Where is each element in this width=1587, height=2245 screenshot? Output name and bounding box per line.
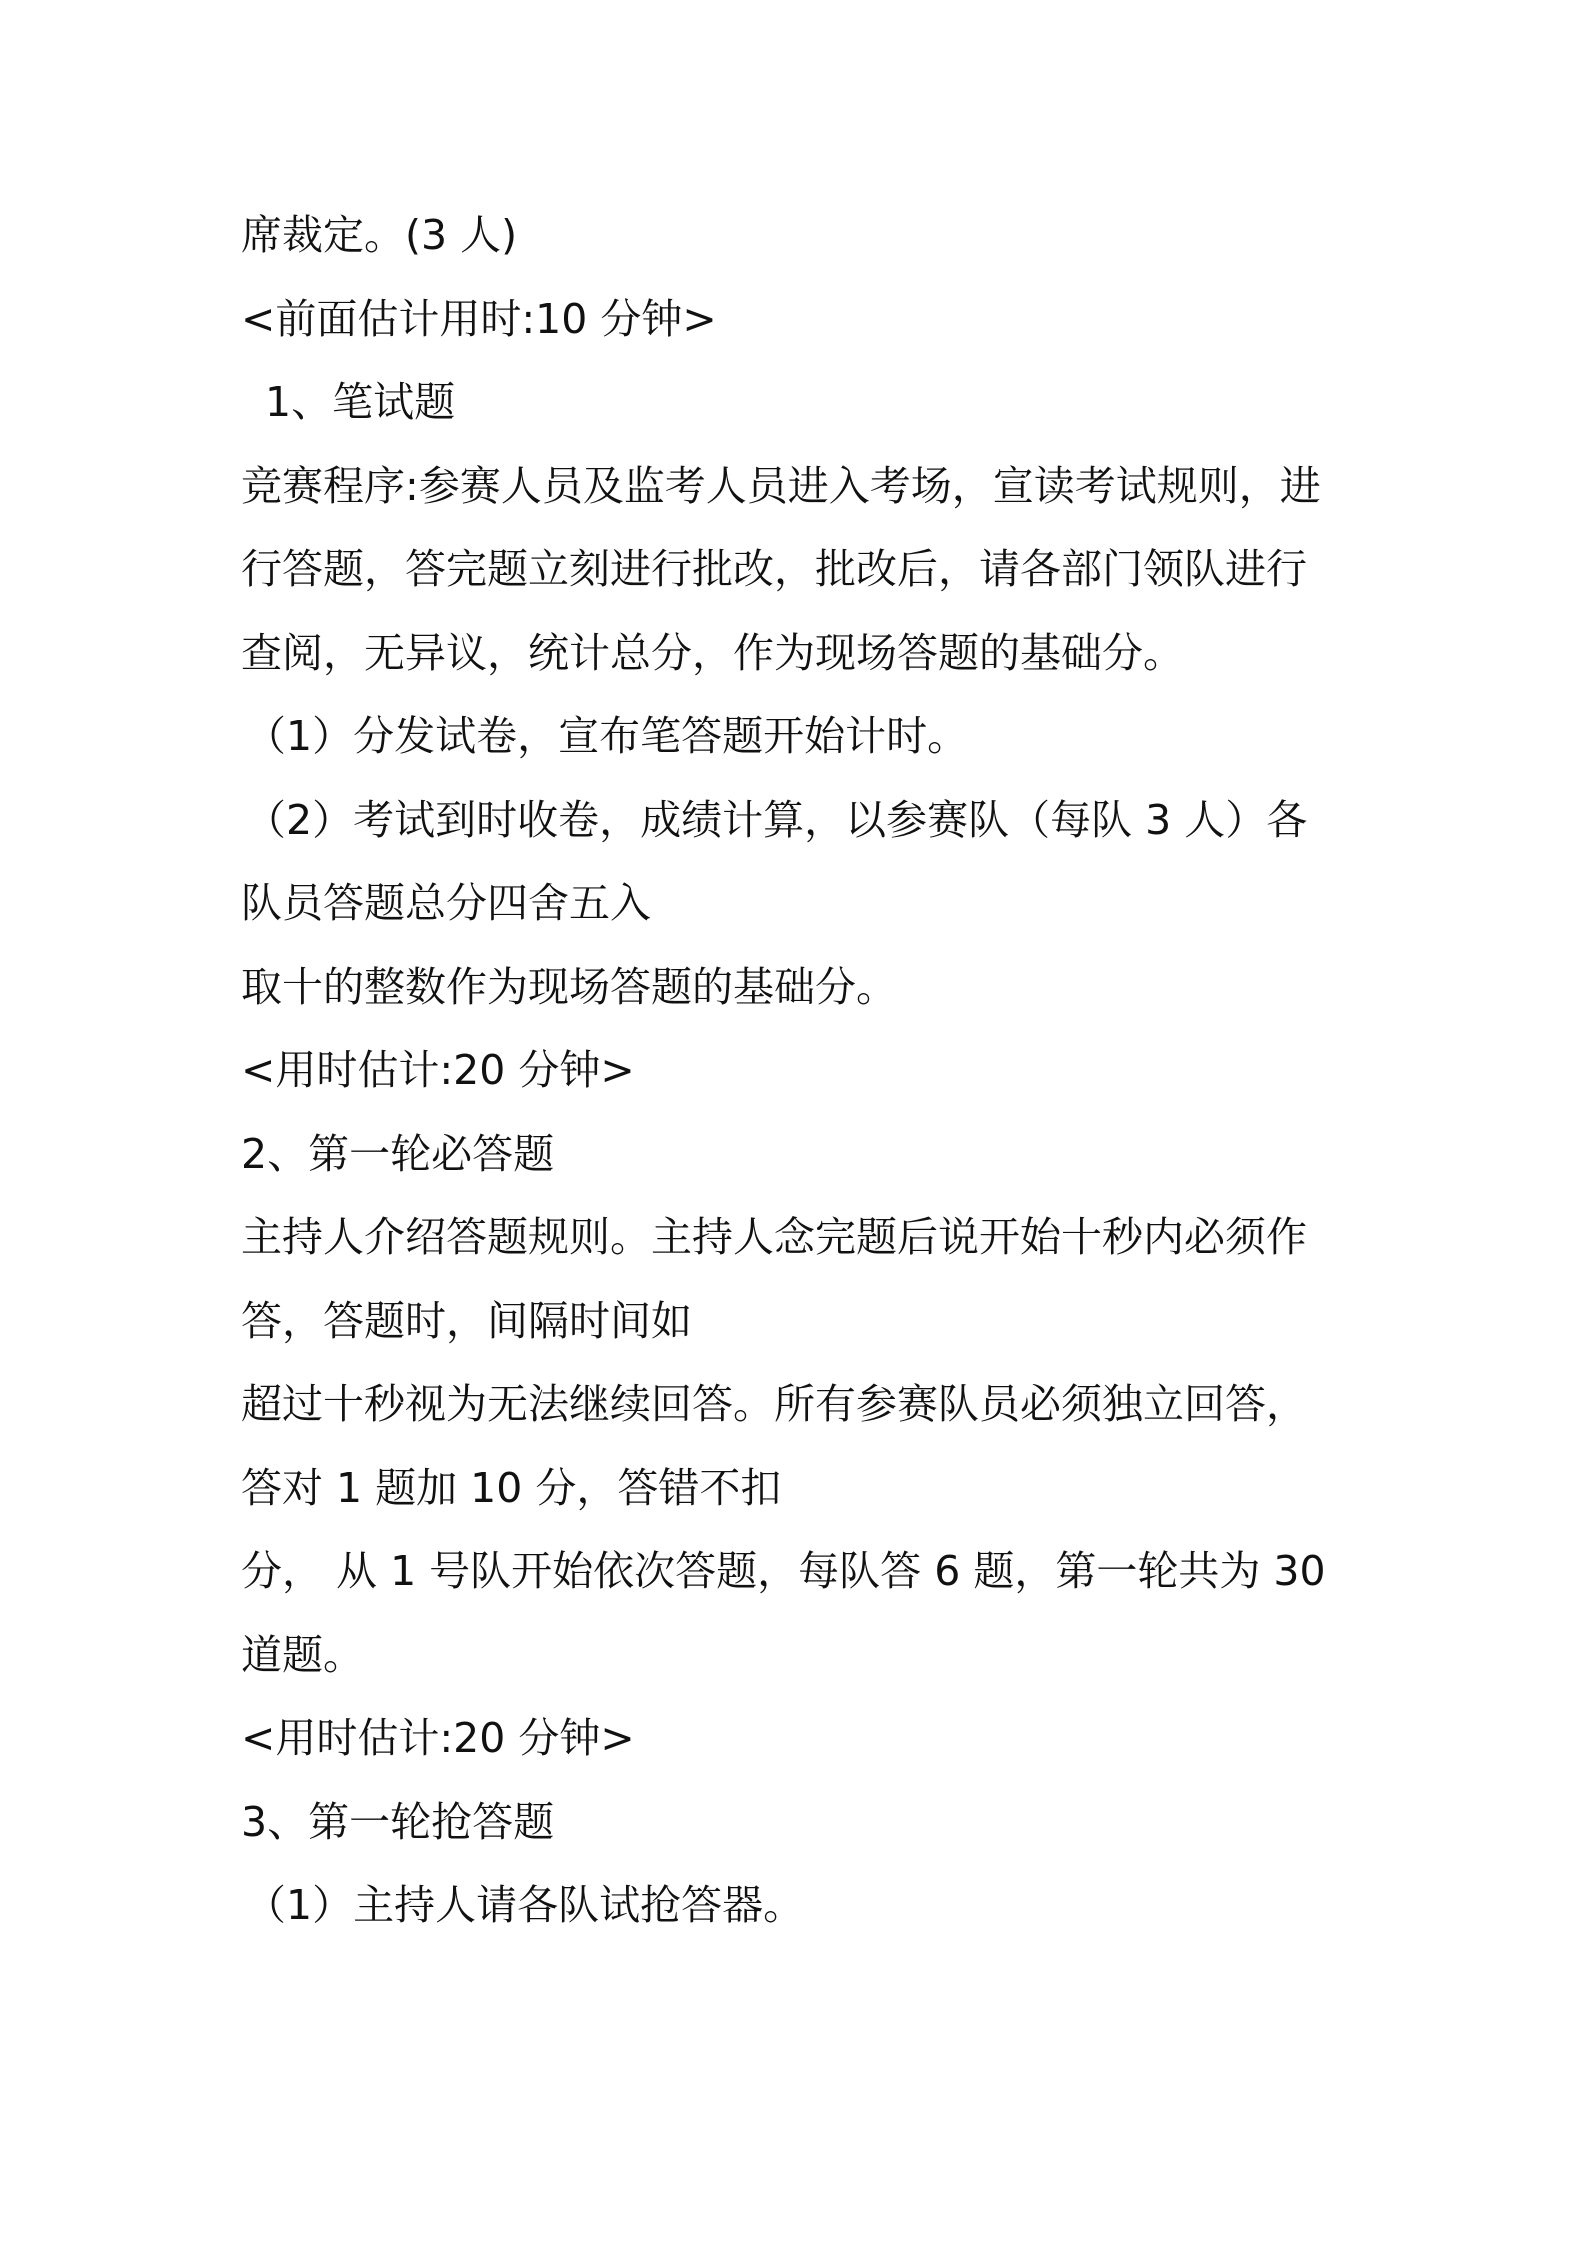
text-line: 超过十秒视为无法继续回答。所有参赛队员必须独立回答， (241, 1380, 1307, 1428)
text-line: 答对 1 题加 10 分，答错不扣 (241, 1464, 782, 1512)
text-line: 答，答题时，间隔时间如 (241, 1297, 692, 1345)
text-line: 查阅，无异议，统计总分，作为现场答题的基础分。 (241, 629, 1184, 677)
text-line: <前面估计用时:10 分钟> (241, 295, 717, 343)
text-line: <用时估计:20 分钟> (241, 1714, 635, 1762)
text-line: 队员答题总分四舍五入 (241, 879, 651, 927)
list-item: （1）分发试卷，宣布笔答题开始计时。 (245, 712, 969, 760)
list-item: （2）考试到时收卷，成绩计算，以参赛队（每队 3 人）各 (245, 796, 1308, 844)
text-line: 席裁定。(3 人) (241, 211, 518, 259)
section-heading: 2、第一轮必答题 (241, 1130, 555, 1178)
text-line: 道题。 (241, 1631, 364, 1679)
text-line: 行答题，答完题立刻进行批改，批改后，请各部门领队进行 (241, 545, 1307, 593)
text-line: 主持人介绍答题规则。主持人念完题后说开始十秒内必须作 (241, 1213, 1307, 1261)
section-heading: 3、第一轮抢答题 (241, 1798, 555, 1846)
section-heading: 1、笔试题 (265, 378, 456, 426)
text-line: 竞赛程序:参赛人员及监考人员进入考场，宣读考试规则，进 (241, 462, 1321, 510)
text-line: 取十的整数作为现场答题的基础分。 (241, 963, 897, 1011)
text-line: <用时估计:20 分钟> (241, 1046, 635, 1094)
text-line: 分， 从 1 号队开始依次答题，每队答 6 题，第一轮共为 30 (241, 1547, 1326, 1595)
list-item: （1）主持人请各队试抢答器。 (245, 1881, 805, 1929)
